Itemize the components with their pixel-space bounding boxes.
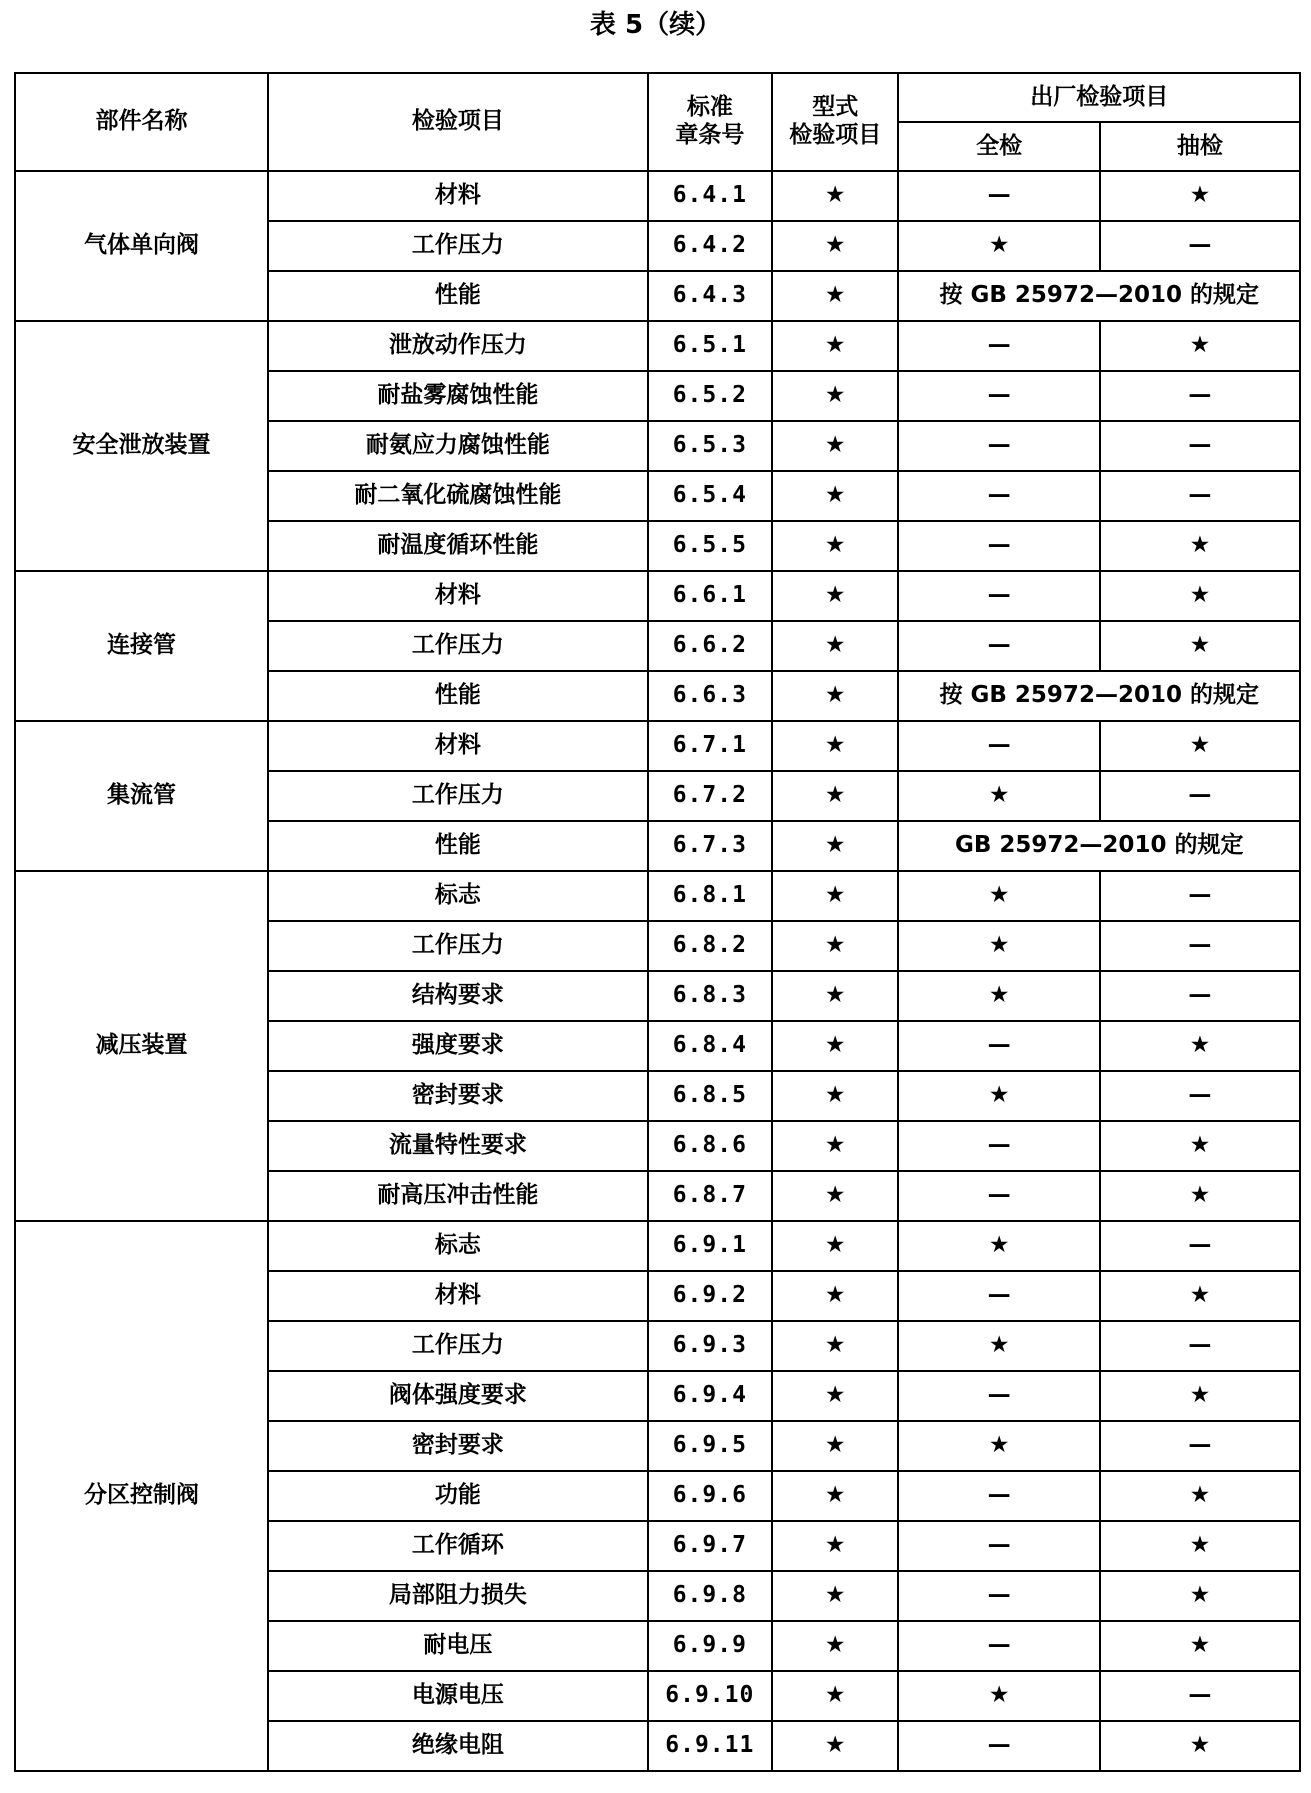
table-caption: 表 5（续）: [589, 10, 722, 40]
sample-inspection-star-mark: ★: [1100, 1271, 1300, 1321]
clause-number: 6.7.3: [648, 821, 772, 871]
type-test-star-mark: ★: [772, 1221, 899, 1271]
inspection-item: 流量特性要求: [268, 1121, 648, 1171]
clause-number: 6.7.2: [648, 771, 772, 821]
inspection-item: 强度要求: [268, 1021, 648, 1071]
inspection-item: 工作压力: [268, 1321, 648, 1371]
component-name: 气体单向阀: [15, 171, 268, 321]
type-test-star-mark: ★: [772, 1721, 899, 1771]
table-row: [15, 871, 1300, 921]
sample-inspection-dash-mark: —: [1100, 871, 1300, 921]
header-item: 检验项目: [268, 73, 648, 171]
inspection-item: 局部阻力损失: [268, 1571, 648, 1621]
type-test-star-mark: ★: [772, 1071, 899, 1121]
table-body: [15, 171, 1300, 1771]
sample-inspection-star-mark: ★: [1100, 321, 1300, 371]
clause-number: 6.9.1: [648, 1221, 772, 1271]
sample-inspection-dash-mark: —: [1100, 921, 1300, 971]
type-test-star-mark: ★: [772, 621, 899, 671]
sample-inspection-dash-mark: —: [1100, 1221, 1300, 1271]
sample-inspection-dash-mark: —: [1100, 471, 1300, 521]
clause-number: 6.8.5: [648, 1071, 772, 1121]
table-row: [15, 171, 1300, 221]
full-inspection-star-mark: ★: [898, 871, 1099, 921]
sample-inspection-star-mark: ★: [1100, 571, 1300, 621]
sample-inspection-dash-mark: —: [1100, 771, 1300, 821]
sample-inspection-star-mark: ★: [1100, 1721, 1300, 1771]
full-inspection-star-mark: ★: [898, 971, 1099, 1021]
header-clause: [648, 73, 772, 171]
factory-test-note: 按 GB 25972—2010 的规定: [898, 271, 1300, 321]
inspection-item: 性能: [268, 671, 648, 721]
full-inspection-dash-mark: —: [898, 571, 1099, 621]
sample-inspection-star-mark: ★: [1100, 1171, 1300, 1221]
type-test-star-mark: ★: [772, 1621, 899, 1671]
sample-inspection-star-mark: ★: [1100, 1371, 1300, 1421]
header-clause-line2: 章条号: [675, 122, 745, 148]
full-inspection-dash-mark: —: [898, 1621, 1099, 1671]
type-test-star-mark: ★: [772, 971, 899, 1021]
type-test-star-mark: ★: [772, 521, 899, 571]
clause-number: 6.8.4: [648, 1021, 772, 1071]
factory-test-note: 按 GB 25972—2010 的规定: [898, 671, 1300, 721]
sample-inspection-star-mark: ★: [1100, 1121, 1300, 1171]
sample-inspection-star-mark: ★: [1100, 1021, 1300, 1071]
full-inspection-dash-mark: —: [898, 321, 1099, 371]
sample-inspection-star-mark: ★: [1100, 521, 1300, 571]
sample-inspection-dash-mark: —: [1100, 971, 1300, 1021]
inspection-item: 耐电压: [268, 1621, 648, 1671]
sample-inspection-star-mark: ★: [1100, 621, 1300, 671]
inspection-item: 耐温度循环性能: [268, 521, 648, 571]
inspection-item: 材料: [268, 721, 648, 771]
sample-inspection-dash-mark: —: [1100, 1071, 1300, 1121]
sample-inspection-star-mark: ★: [1100, 1521, 1300, 1571]
type-test-star-mark: ★: [772, 321, 899, 371]
component-name: 安全泄放装置: [15, 321, 268, 571]
sample-inspection-dash-mark: —: [1100, 371, 1300, 421]
sample-inspection-star-mark: ★: [1100, 1471, 1300, 1521]
factory-test-note: GB 25972—2010 的规定: [898, 821, 1300, 871]
clause-number: 6.6.3: [648, 671, 772, 721]
clause-number: 6.9.10: [648, 1671, 772, 1721]
full-inspection-dash-mark: —: [898, 1121, 1099, 1171]
table-row: [15, 721, 1300, 771]
header-sample-inspection: 抽检: [1100, 122, 1300, 171]
full-inspection-dash-mark: —: [898, 1721, 1099, 1771]
clause-number: 6.5.3: [648, 421, 772, 471]
inspection-item: 工作压力: [268, 921, 648, 971]
inspection-item: 性能: [268, 271, 648, 321]
header-full-inspection: 全检: [898, 122, 1099, 171]
full-inspection-star-mark: ★: [898, 1221, 1099, 1271]
clause-number: 6.9.11: [648, 1721, 772, 1771]
full-inspection-dash-mark: —: [898, 171, 1099, 221]
type-test-star-mark: ★: [772, 371, 899, 421]
type-test-star-mark: ★: [772, 771, 899, 821]
header-type-test: [772, 73, 899, 171]
sample-inspection-star-mark: ★: [1100, 1621, 1300, 1671]
inspection-item: 材料: [268, 1271, 648, 1321]
sample-inspection-dash-mark: —: [1100, 421, 1300, 471]
inspection-table: [14, 72, 1301, 1772]
clause-number: 6.5.4: [648, 471, 772, 521]
type-test-star-mark: ★: [772, 721, 899, 771]
type-test-star-mark: ★: [772, 1271, 899, 1321]
inspection-item: 材料: [268, 571, 648, 621]
sample-inspection-dash-mark: —: [1100, 1671, 1300, 1721]
inspection-item: 耐高压冲击性能: [268, 1171, 648, 1221]
clause-number: 6.9.9: [648, 1621, 772, 1671]
clause-number: 6.9.2: [648, 1271, 772, 1321]
header-type-line2: 检验项目: [789, 122, 882, 148]
inspection-item: 泄放动作压力: [268, 321, 648, 371]
type-test-star-mark: ★: [772, 671, 899, 721]
type-test-star-mark: ★: [772, 271, 899, 321]
clause-number: 6.8.6: [648, 1121, 772, 1171]
component-name: 分区控制阀: [15, 1221, 268, 1771]
full-inspection-dash-mark: —: [898, 471, 1099, 521]
inspection-item: 结构要求: [268, 971, 648, 1021]
inspection-item: 工作压力: [268, 771, 648, 821]
full-inspection-dash-mark: —: [898, 1471, 1099, 1521]
full-inspection-star-mark: ★: [898, 1421, 1099, 1471]
full-inspection-star-mark: ★: [898, 921, 1099, 971]
type-test-star-mark: ★: [772, 1171, 899, 1221]
type-test-star-mark: ★: [772, 571, 899, 621]
clause-number: 6.8.3: [648, 971, 772, 1021]
clause-number: 6.9.6: [648, 1471, 772, 1521]
type-test-star-mark: ★: [772, 1471, 899, 1521]
type-test-star-mark: ★: [772, 1571, 899, 1621]
inspection-item: 耐氨应力腐蚀性能: [268, 421, 648, 471]
clause-number: 6.6.1: [648, 571, 772, 621]
full-inspection-star-mark: ★: [898, 771, 1099, 821]
inspection-item: 密封要求: [268, 1071, 648, 1121]
clause-number: 6.8.7: [648, 1171, 772, 1221]
sample-inspection-dash-mark: —: [1100, 221, 1300, 271]
full-inspection-dash-mark: —: [898, 1171, 1099, 1221]
clause-number: 6.4.3: [648, 271, 772, 321]
clause-number: 6.4.2: [648, 221, 772, 271]
component-name: 连接管: [15, 571, 268, 721]
full-inspection-dash-mark: —: [898, 1371, 1099, 1421]
full-inspection-dash-mark: —: [898, 521, 1099, 571]
clause-number: 6.9.8: [648, 1571, 772, 1621]
full-inspection-dash-mark: —: [898, 1271, 1099, 1321]
type-test-star-mark: ★: [772, 921, 899, 971]
full-inspection-dash-mark: —: [898, 1021, 1099, 1071]
table-row: [15, 1221, 1300, 1271]
type-test-star-mark: ★: [772, 1121, 899, 1171]
inspection-item: 电源电压: [268, 1671, 648, 1721]
inspection-item: 工作压力: [268, 621, 648, 671]
table-row: [15, 571, 1300, 621]
inspection-item: 标志: [268, 1221, 648, 1271]
type-test-star-mark: ★: [772, 1671, 899, 1721]
inspection-item: 阀体强度要求: [268, 1371, 648, 1421]
sample-inspection-star-mark: ★: [1100, 171, 1300, 221]
component-name: 减压装置: [15, 871, 268, 1221]
type-test-star-mark: ★: [772, 871, 899, 921]
type-test-star-mark: ★: [772, 421, 899, 471]
sample-inspection-dash-mark: —: [1100, 1421, 1300, 1471]
inspection-item: 绝缘电阻: [268, 1721, 648, 1771]
type-test-star-mark: ★: [772, 821, 899, 871]
full-inspection-dash-mark: —: [898, 721, 1099, 771]
type-test-star-mark: ★: [772, 1521, 899, 1571]
inspection-item: 标志: [268, 871, 648, 921]
clause-number: 6.5.1: [648, 321, 772, 371]
full-inspection-star-mark: ★: [898, 221, 1099, 271]
header-type-line1: 型式: [812, 94, 859, 121]
full-inspection-star-mark: ★: [898, 1071, 1099, 1121]
clause-number: 6.7.1: [648, 721, 772, 771]
full-inspection-star-mark: ★: [898, 1321, 1099, 1371]
type-test-star-mark: ★: [772, 471, 899, 521]
type-test-star-mark: ★: [772, 1371, 899, 1421]
clause-number: 6.9.5: [648, 1421, 772, 1471]
header-factory-test: 出厂检验项目: [898, 73, 1300, 122]
clause-number: 6.8.1: [648, 871, 772, 921]
full-inspection-star-mark: ★: [898, 1671, 1099, 1721]
full-inspection-dash-mark: —: [898, 1521, 1099, 1571]
clause-number: 6.9.4: [648, 1371, 772, 1421]
sample-inspection-star-mark: ★: [1100, 721, 1300, 771]
header-clause-line1: 标准: [686, 94, 733, 121]
type-test-star-mark: ★: [772, 1321, 899, 1371]
sample-inspection-star-mark: ★: [1100, 1571, 1300, 1621]
clause-number: 6.6.2: [648, 621, 772, 671]
table-header: [15, 73, 1300, 171]
table-row: [15, 321, 1300, 371]
type-test-star-mark: ★: [772, 1421, 899, 1471]
component-name: 集流管: [15, 721, 268, 871]
sample-inspection-dash-mark: —: [1100, 1321, 1300, 1371]
inspection-item: 工作压力: [268, 221, 648, 271]
inspection-item: 耐二氧化硫腐蚀性能: [268, 471, 648, 521]
full-inspection-dash-mark: —: [898, 1571, 1099, 1621]
inspection-item: 耐盐雾腐蚀性能: [268, 371, 648, 421]
full-inspection-dash-mark: —: [898, 371, 1099, 421]
header-component: 部件名称: [15, 73, 268, 171]
clause-number: 6.9.7: [648, 1521, 772, 1571]
clause-number: 6.5.2: [648, 371, 772, 421]
full-inspection-dash-mark: —: [898, 421, 1099, 471]
clause-number: 6.4.1: [648, 171, 772, 221]
clause-number: 6.5.5: [648, 521, 772, 571]
type-test-star-mark: ★: [772, 221, 899, 271]
inspection-item: 性能: [268, 821, 648, 871]
type-test-star-mark: ★: [772, 171, 899, 221]
inspection-item: 材料: [268, 171, 648, 221]
full-inspection-dash-mark: —: [898, 621, 1099, 671]
inspection-item: 工作循环: [268, 1521, 648, 1571]
clause-number: 6.9.3: [648, 1321, 772, 1371]
inspection-item: 功能: [268, 1471, 648, 1521]
inspection-item: 密封要求: [268, 1421, 648, 1471]
type-test-star-mark: ★: [772, 1021, 899, 1071]
clause-number: 6.8.2: [648, 921, 772, 971]
